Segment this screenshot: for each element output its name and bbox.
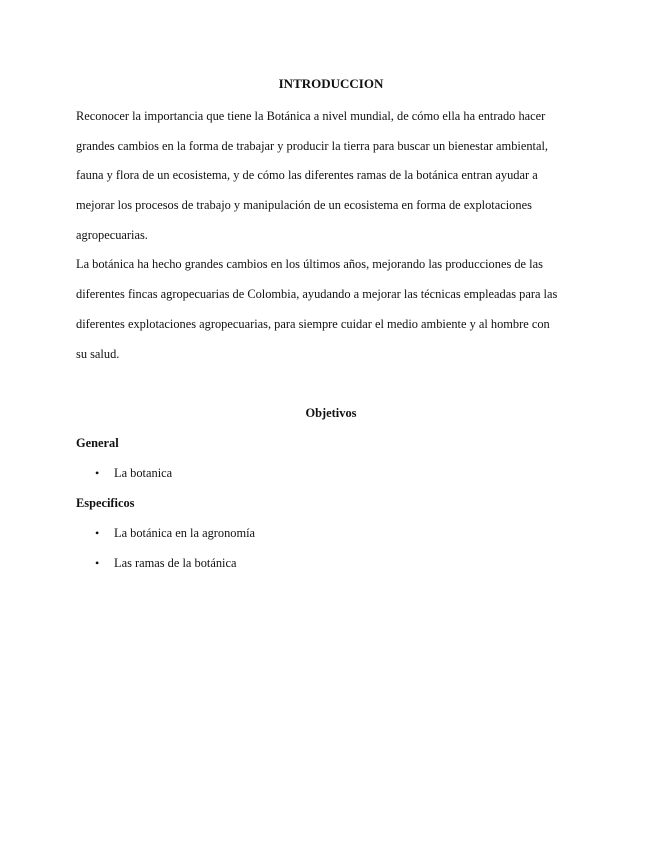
paragraph-line: agropecuarias. <box>76 227 148 242</box>
general-heading: General <box>76 436 119 451</box>
paragraph-line: su salud. <box>76 346 120 361</box>
list-item <box>76 463 586 483</box>
list-item <box>76 553 586 573</box>
list-item <box>76 523 586 543</box>
list-item-text: La botanica <box>114 466 173 481</box>
introduction-paragraph-2 <box>76 250 586 369</box>
specific-heading: Especificos <box>76 496 135 511</box>
bullet-icon: • <box>95 526 100 541</box>
introduction-paragraph-1 <box>76 102 586 250</box>
bullet-icon: • <box>95 466 100 481</box>
paragraph-line: mejorar los procesos de trabajo y manipulación de un ecosistema en forma de explotaciones <box>76 198 532 213</box>
list-item-text: La botánica en la agronomía <box>114 526 256 541</box>
paragraph-line: La botánica ha hecho grandes cambios en los últimos años, mejorando las producciones de las <box>76 257 543 272</box>
general-objectives-list <box>76 463 586 483</box>
bullet-icon: • <box>95 556 100 571</box>
section-spacer <box>76 369 586 403</box>
paragraph-line: fauna y flora de un ecosistema, y de cómo las diferentes ramas de la botánica entran ayudar a <box>76 168 538 183</box>
paragraph-line: grandes cambios en la forma de trabajar y producir la tierra para buscar un bienestar ambiental, <box>76 138 549 153</box>
specific-objectives-list <box>76 523 586 573</box>
document-content <box>76 74 586 573</box>
objectives-title: Objetivos <box>305 406 357 421</box>
paragraph-line: Reconocer la importancia que tiene la Botánica a nivel mundial, de cómo ella ha entrado hacer <box>76 109 546 123</box>
paragraph-line: diferentes explotaciones agropecuarias, para siempre cuidar el medio ambiente y al hombre con <box>76 316 550 331</box>
introduction-title: INTRODUCCION <box>278 76 384 91</box>
paragraph-line: diferentes fincas agropecuarias de Colombia, ayudando a mejorar las técnicas empleadas para las <box>76 287 558 302</box>
list-item-text: Las ramas de la botánica <box>114 556 237 571</box>
